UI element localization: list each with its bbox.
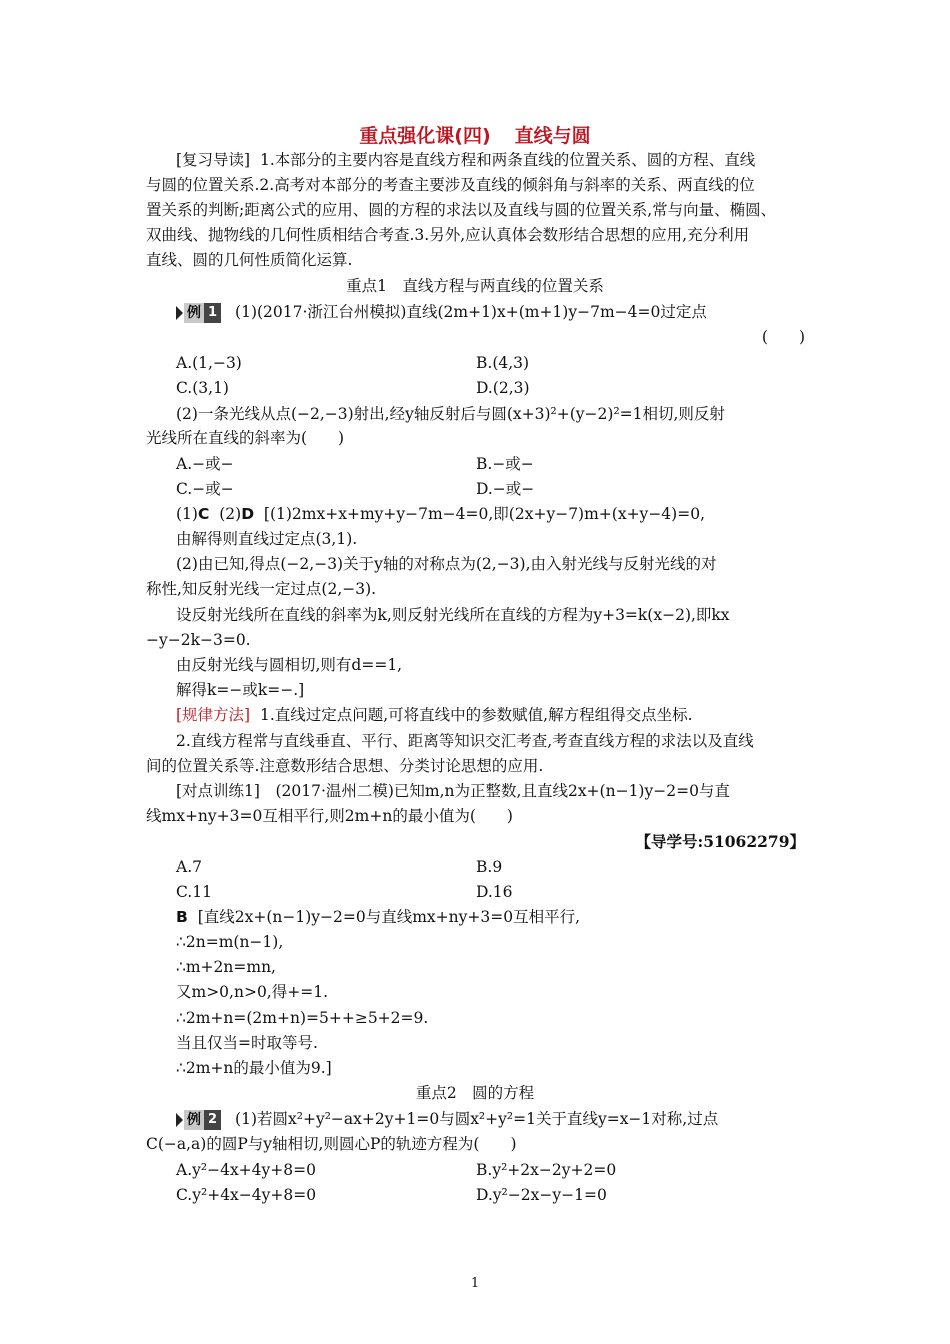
training-solution-4: 又m>0,n>0,得+=1. (176, 983, 328, 1001)
answer-line-1 (176, 504, 705, 524)
intro-text: 1.本部分的主要内容是直线方程和两条直线的位置关系、圆的方程、直线 (259, 151, 756, 169)
method-line-2: 2.直线方程常与直线垂直、平行、距离等知识交汇考查,考查直线方程的求法以及直线 (176, 732, 754, 750)
solution-line-5: 设反射光线所在直线的斜率为k,则反射光线所在直线的方程为y+3=k(x−2),即kx (176, 606, 730, 624)
solution-line-3: (2)由已知,得点(−2,−3)关于y轴的对称点为(2,−3),由入射光线与反射光线的对 (176, 555, 717, 573)
solution-line-2: 由解得则直线过定点(3,1). (176, 530, 358, 548)
intro-line-1 (176, 150, 755, 170)
training-line-1: [对点训练1] (2017·温州二模)已知m,n为正整数,且直线2x+(n−1)y−2=0与直 (176, 782, 730, 800)
example2-option-c: C.y²+4x−4y+8=0 (176, 1186, 317, 1204)
q2-option-a: A.−或− (176, 455, 234, 473)
section2-heading: 重点2 圆的方程 (415, 1084, 535, 1102)
q2-line-1: (2)一条光线从点(−2,−3)射出,经y轴反射后与圆(x+3)²+(y−2)²=1相切,则反射 (176, 405, 725, 423)
triangle-icon (176, 1113, 183, 1127)
example1-q1-blank: ( ) (761, 328, 805, 346)
q2-option-b: B.−或− (476, 455, 534, 473)
q2-line-2: 光线所在直线的斜率为( ) (146, 429, 345, 447)
training-line-2: 线mx+ny+3=0互相平行,则2m+n的最小值为( ) (146, 807, 513, 825)
training-solution-text: [直线2x+(n−1)y−2=0与直线mx+ny+3=0互相平行, (197, 908, 580, 926)
q2-option-c: C.−或− (176, 480, 234, 498)
intro-line-2: 与圆的位置关系.2.高考对本部分的考查主要涉及直线的倾斜角与斜率的关系、两直线的位 (146, 176, 755, 194)
answer-part-a-label: (1) (176, 505, 198, 523)
example1-badge (176, 304, 221, 322)
example-number: 2 (204, 1110, 221, 1130)
example2-option-d: D.y²−2x−y−1=0 (476, 1186, 607, 1204)
page-title (0, 124, 950, 148)
intro-line-4: 双曲线、抛物线的几何性质相结合考查.3.另外,应认真体会数形结合思想的应用,充分利用 (146, 226, 750, 244)
q1-option-a: A.(1,−3) (176, 354, 242, 372)
intro-line-5: 直线、圆的几何性质简化运算. (146, 251, 353, 269)
example2-q-text: (1)若圆x²+y²−ax+2y+1=0与圆x²+y²=1关于直线y=x−1对称,过点 (235, 1110, 719, 1128)
training-answer: B (176, 908, 188, 926)
q1-option-c: C.(3,1) (176, 379, 229, 397)
title-main: 重点强化课(四) (359, 125, 491, 147)
solution-line-4: 称性,知反射光线一定过点(2,−3). (146, 580, 377, 598)
section1-heading: 重点1 直线方程与两直线的位置关系 (346, 277, 604, 295)
example2-option-b: B.y²+2x−2y+2=0 (476, 1161, 617, 1179)
example2-option-a: A.y²−4x+4y+8=0 (176, 1161, 316, 1179)
example-label: 例 (184, 1110, 204, 1130)
training-solution-7: ∴2m+n的最小值为9.] (176, 1059, 332, 1077)
training-option-d: D.16 (476, 883, 513, 901)
title-sub: 直线与圆 (514, 125, 591, 147)
example-label: 例 (184, 303, 204, 323)
solution-line-8: 解得k=−或k=−.] (176, 681, 305, 699)
triangle-icon (176, 306, 183, 320)
q1-option-d: D.(2,3) (476, 379, 530, 397)
intro-tag: [复习导读] (176, 151, 251, 169)
answer-part-b-label: (2) (219, 505, 242, 523)
training-solution-6: 当且仅当=时取等号. (176, 1034, 318, 1052)
method-text: 1.直线过定点问题,可将直线中的参数赋值,解方程组得交点坐标. (259, 706, 693, 724)
training-solution-3: ∴m+2n=mn, (176, 958, 276, 976)
training-solution-1 (176, 907, 580, 927)
q1-option-b: B.(4,3) (476, 354, 530, 372)
answer-a: C (197, 505, 210, 523)
answer-b: D (241, 505, 255, 523)
method-tag: [规律方法] (176, 706, 251, 724)
example2-badge (176, 1111, 221, 1129)
method-line-3: 间的位置关系等.注意数形结合思想、分类讨论思想的应用. (146, 757, 544, 775)
training-option-a: A.7 (176, 858, 202, 876)
intro-line-3: 置关系的判断;距离公式的应用、圆的方程的求法以及直线与圆的位置关系,常与向量、椭圆、 (146, 201, 777, 219)
example-number: 1 (204, 303, 221, 323)
q2-option-d: D.−或− (476, 480, 535, 498)
solution-text: [(1)2mx+x+my+y−7m−4=0,即(2x+y−7)m+(x+y−4)=0, (263, 505, 705, 523)
page-number: 1 (470, 1276, 480, 1291)
solution-line-7: 由反射光线与圆相切,则有d==1, (176, 656, 403, 674)
training-solution-5: ∴2m+n=(2m+n)=5++≥5+2=9. (176, 1009, 429, 1027)
example2-q-line-2: C(−a,a)的圆P与y轴相切,则圆心P的轨迹方程为( ) (146, 1135, 517, 1153)
training-solution-2: ∴2n=m(n−1), (176, 933, 284, 951)
training-option-b: B.9 (476, 858, 503, 876)
method-line-1 (176, 705, 693, 725)
training-option-c: C.11 (176, 883, 212, 901)
solution-line-6: −y−2k−3=0. (146, 631, 251, 649)
example1-question (176, 302, 707, 322)
example1-q1-text: (1)(2017·浙江台州模拟)直线(2m+1)x+(m+1)y−7m−4=0过定点 (235, 303, 707, 321)
example2-question (176, 1109, 718, 1129)
guide-number: 【导学号:51062279】 (635, 832, 805, 851)
